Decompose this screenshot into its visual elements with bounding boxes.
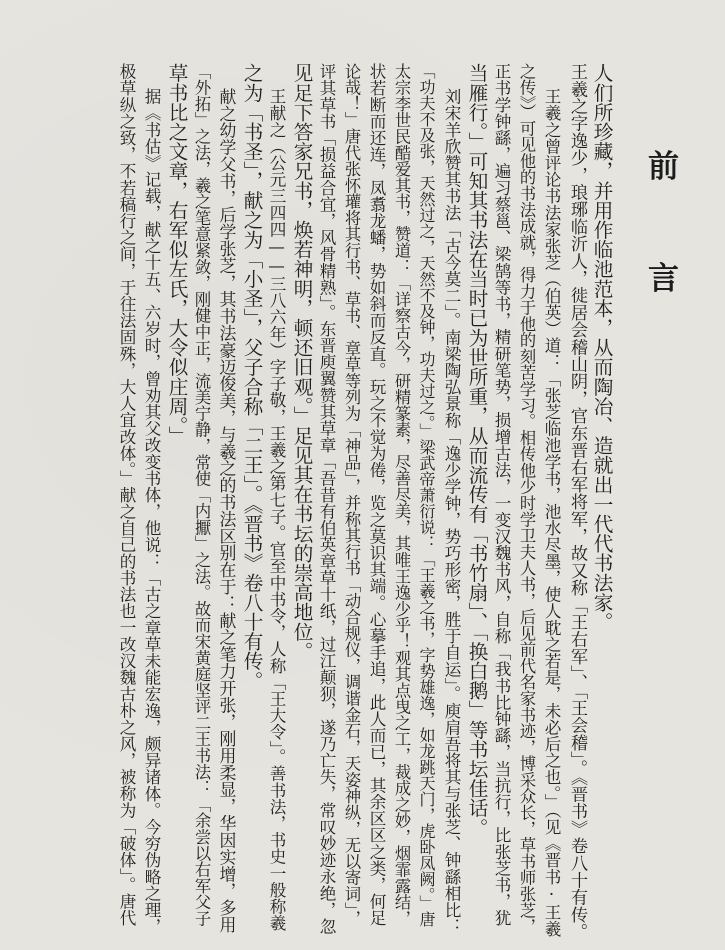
text-column: 状若断而还连，凤翥龙蟠，势如斜而反直。玩之不觉为倦，览之莫识其端。心摹手追，此人而已，其余区区之类，何足 <box>367 63 386 927</box>
text-column: 王羲之字逸少，琅琊临沂人，徙居会稽山阴，官东晋右军将军，故又称「王右军」、「王会稽」。《晋书》卷八十有传。 <box>567 63 587 941</box>
text-column: 「外拓」之法，羲之笔意紧敛，刚健中正，流美宁静，常使「内擫」之法。故而宋黄庭坚评二王书法：「余尝以右军父子 <box>192 63 211 927</box>
text-column: 献之幼学父书，后学张芝，其书法豪迈俊美，与羲之的书法区别在于：献之笔力开张，刚用柔显，华因实增，多用 <box>217 88 237 933</box>
text-column: 当雁行。」可知其书法在当时已为世所重，从而流传有「书竹扇」、「换白鹅」等书坛佳话。 <box>465 63 488 838</box>
text-column: 据《书估》记载，献之十五、六岁时，曾劝其父改变书体，他说：「古之章草未能宏逸，颇异诸体。今穷伪略之理， <box>142 88 161 935</box>
text-column: 人们所珍藏，并用作临池范本，从而陶冶、造就出一代代书法家。 <box>590 63 613 632</box>
text-column: 王献之（公元三四四——三八六年）字子敬，王羲之第七子。官至中书令，人称「王大令」。善书法，书史一般称羲 <box>267 88 286 932</box>
text-column: 论哉！」唐代张怀瓘将其行书、草书、章草等列为「神品」，并称其行书「动合规仪，调谐金石，天姿神纵，无以寄词」， <box>342 63 361 927</box>
text-column: 正书学钟繇，遍习蔡邕、梁鹄等书，精研笔势，损增古法，一变汉魏书风，自称「我书比钟繇，当抗行，比张芝书，犹 <box>492 63 511 927</box>
text-column: 极草纵之致，不若稿行之间，于往法固殊，大人宜改体。」献之自己的书法也一改汉魏古朴之风，被称为「破体」。唐代 <box>117 63 136 927</box>
text-column: 太宗李世民酷爱其书，赞道：「详察古今，研精篆素，尽善尽美，其唯王逸少乎！观其点曳之工，裁成之妙，烟霏露结， <box>392 63 411 927</box>
text-column: 草书比之文章，右军似左氏，大令似庄周。」 <box>165 63 188 446</box>
text-column: 王羲之曾评论书法家张芝（伯英）道：「张芝临池学书，池水尽墨，使人耽之若是，未必后之也。」（见《晋书·王羲 <box>542 88 561 937</box>
preface-heading-char-2: 言 <box>648 261 679 297</box>
text-column: 之传》）可见他的书法成就，得力于他的刻苦学习。相传他少时学卫夫人书，后见前代名家书迹，博采众长，草书师张芝， <box>517 63 536 935</box>
text-column: 之为「书圣」，献之为「小圣」，父子合称「二王」。《晋书》卷八十有传。 <box>240 63 263 691</box>
text-column: 评其草书「损益合宜，风骨精熟」。东晋庾翼赞其草章「吾昔有伯英章草十纸，过江颠狈，遂乃亡失，常叹妙迹永绝，忽 <box>317 63 336 935</box>
text-column: 「功夫不及张，天然过之，天然不及钟，功夫过之。」梁武帝萧衍说：「王羲之书，字势雄逸，如龙跳天门，虎卧凤阙。」唐 <box>417 63 436 927</box>
text-column: 刘宋羊欣赞其书法「古今莫二」。南梁陶弘景称「逸少学钟，势巧形密，胜于自运」。庾肩吾将其与张芝、钟繇相比： <box>442 88 461 935</box>
preface-heading-char-1: 前 <box>648 149 679 185</box>
text-column: 见足下答家兄书，焕若神明，顿还旧观。」足见其在书坛的崇高地位。 <box>290 63 313 661</box>
